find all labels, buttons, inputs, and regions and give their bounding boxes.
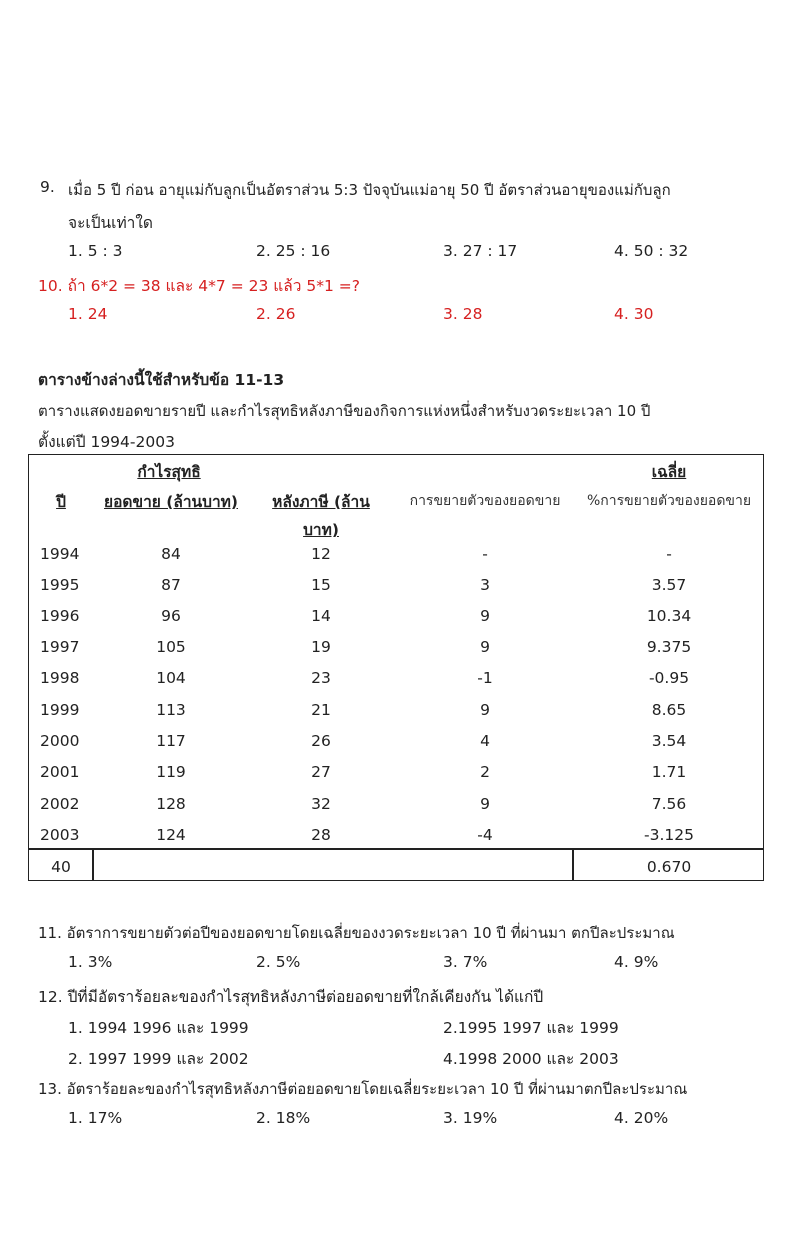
q10-choice-4: 4. 30: [614, 305, 654, 323]
row-growth: 9: [480, 795, 490, 813]
row-year: 1994: [40, 545, 80, 563]
row-growth-pct: 8.65: [651, 701, 687, 719]
q11-choice-3: 3. 7%: [443, 953, 488, 971]
row-sales: 84: [161, 545, 181, 563]
q12-choice-2: 2.1995 1997 และ 1999: [443, 1019, 619, 1037]
q9-number: 9.: [40, 178, 55, 196]
q9-choice-4: 4. 50 : 32: [614, 242, 689, 260]
row-growth-pct: 10.34: [646, 607, 692, 625]
row-growth: 2: [480, 763, 490, 781]
header-profit-line1: หลังภาษี (ล้าน: [272, 493, 370, 511]
row-profit: 21: [311, 701, 331, 719]
q13-choice-4: 4. 20%: [614, 1109, 669, 1127]
q9-text-line1: เมื่อ 5 ปี ก่อน อายุแม่กับลูกเป็นอัตราส่วน 5:3 ปัจจุบันแม่อายุ 50 ปี อัตราส่วนอายุของแม่กับลูก: [68, 181, 671, 199]
row-growth: -1: [477, 669, 493, 687]
row-growth: -: [482, 545, 488, 563]
table-description-line2: ตั้งแต่ปี 1994-2003: [38, 433, 175, 451]
row-profit: 15: [311, 576, 331, 594]
q12-text: 12. ปีที่มีอัตราร้อยละของกำไรสุทธิหลังภาษีต่อยอดขายที่ใกล้เคียงกัน ได้แก่ปี: [38, 988, 544, 1006]
row-sales: 96: [161, 607, 181, 625]
row-profit: 14: [311, 607, 331, 625]
row-year: 1998: [40, 669, 80, 687]
row-profit: 27: [311, 763, 331, 781]
header-growth: การขยายตัวของยอดขาย: [409, 493, 561, 509]
row-year: 2001: [40, 763, 80, 781]
row-year: 1997: [40, 638, 80, 656]
row-growth-pct: -0.95: [648, 669, 690, 687]
row-growth-pct: 3.54: [651, 732, 687, 750]
row-growth: -4: [477, 826, 493, 844]
table-heading: ตารางข้างล่างนี้ใช้สำหรับข้อ 11-13: [38, 371, 285, 389]
row-profit: 26: [311, 732, 331, 750]
header-top-profit: กำไรสุทธิ: [137, 463, 201, 481]
q9-choice-3: 3. 27 : 17: [443, 242, 518, 260]
q12-choice-1: 1. 1994 1996 และ 1999: [68, 1019, 249, 1037]
header-year: ปี: [56, 493, 66, 511]
q13-text: 13. อัตราร้อยละของกำไรสุทธิหลังภาษีต่อยอดขายโดยเฉลี่ยระยะเวลา 10 ปี ที่ผ่านมาตกปีละประมาณ: [38, 1080, 688, 1098]
row-sales: 113: [156, 701, 186, 719]
row-sales: 119: [156, 763, 186, 781]
header-sales: ยอดขาย (ล้านบาท): [104, 493, 238, 511]
row-growth: 9: [480, 607, 490, 625]
row-sales: 105: [156, 638, 186, 656]
footer-right-divider: [572, 848, 574, 880]
q13-choice-3: 3. 19%: [443, 1109, 498, 1127]
q12-choice-4: 4.1998 2000 และ 2003: [443, 1050, 619, 1068]
q10-choice-3: 3. 28: [443, 305, 483, 323]
table-description-line1: ตารางแสดงยอดขายรายปี และกำไรสุทธิหลังภาษีของกิจการแห่งหนึ่งสำหรับงวดระยะเวลา 10 ปี: [38, 402, 651, 420]
q9-text-line2: จะเป็นเท่าใด: [68, 214, 153, 232]
q13-choice-1: 1. 17%: [68, 1109, 123, 1127]
header-top-average: เฉลี่ย: [651, 463, 687, 481]
footer-left-value: 40: [51, 858, 71, 876]
row-sales: 104: [156, 669, 186, 687]
q10-choice-2: 2. 26: [256, 305, 296, 323]
q10-text: 10. ถ้า 6*2 = 38 และ 4*7 = 23 แล้ว 5*1 =?: [38, 277, 360, 295]
row-year: 2003: [40, 826, 80, 844]
q12-choice-3: 2. 1997 1999 และ 2002: [68, 1050, 249, 1068]
q11-text: 11. อัตราการขยายตัวต่อปีของยอดขายโดยเฉลี่ยของงวดระยะเวลา 10 ปี ที่ผ่านมา ตกปีละประมาณ: [38, 924, 675, 942]
row-year: 2000: [40, 732, 80, 750]
q9-choice-2: 2. 25 : 16: [256, 242, 331, 260]
row-profit: 12: [311, 545, 331, 563]
footer-right-value: 0.670: [646, 858, 692, 876]
row-sales: 87: [161, 576, 181, 594]
footer-left-divider: [92, 848, 94, 880]
q11-choice-4: 4. 9%: [614, 953, 659, 971]
row-profit: 28: [311, 826, 331, 844]
sales-profit-table: [28, 454, 764, 881]
row-year: 1995: [40, 576, 80, 594]
row-growth-pct: 9.375: [646, 638, 692, 656]
row-sales: 117: [156, 732, 186, 750]
row-growth-pct: 7.56: [651, 795, 687, 813]
row-growth-pct: 3.57: [651, 576, 687, 594]
row-year: 1999: [40, 701, 80, 719]
row-sales: 124: [156, 826, 186, 844]
row-growth: 4: [480, 732, 490, 750]
row-year: 1996: [40, 607, 80, 625]
footer-divider: [29, 848, 763, 850]
row-growth: 3: [480, 576, 490, 594]
row-profit: 19: [311, 638, 331, 656]
header-profit-line2: บาท): [303, 521, 339, 539]
q10-choice-1: 1. 24: [68, 305, 108, 323]
q9-choice-1: 1. 5 : 3: [68, 242, 123, 260]
q13-choice-2: 2. 18%: [256, 1109, 311, 1127]
row-growth-pct: 1.71: [651, 763, 687, 781]
row-profit: 32: [311, 795, 331, 813]
row-growth-pct: -: [666, 545, 672, 563]
row-growth-pct: -3.125: [644, 826, 694, 844]
row-growth: 9: [480, 701, 490, 719]
header-growth-pct: %การขยายตัวของยอดขาย: [586, 493, 752, 509]
row-growth: 9: [480, 638, 490, 656]
q11-choice-2: 2. 5%: [256, 953, 301, 971]
row-year: 2002: [40, 795, 80, 813]
q11-choice-1: 1. 3%: [68, 953, 113, 971]
row-profit: 23: [311, 669, 331, 687]
row-sales: 128: [156, 795, 186, 813]
